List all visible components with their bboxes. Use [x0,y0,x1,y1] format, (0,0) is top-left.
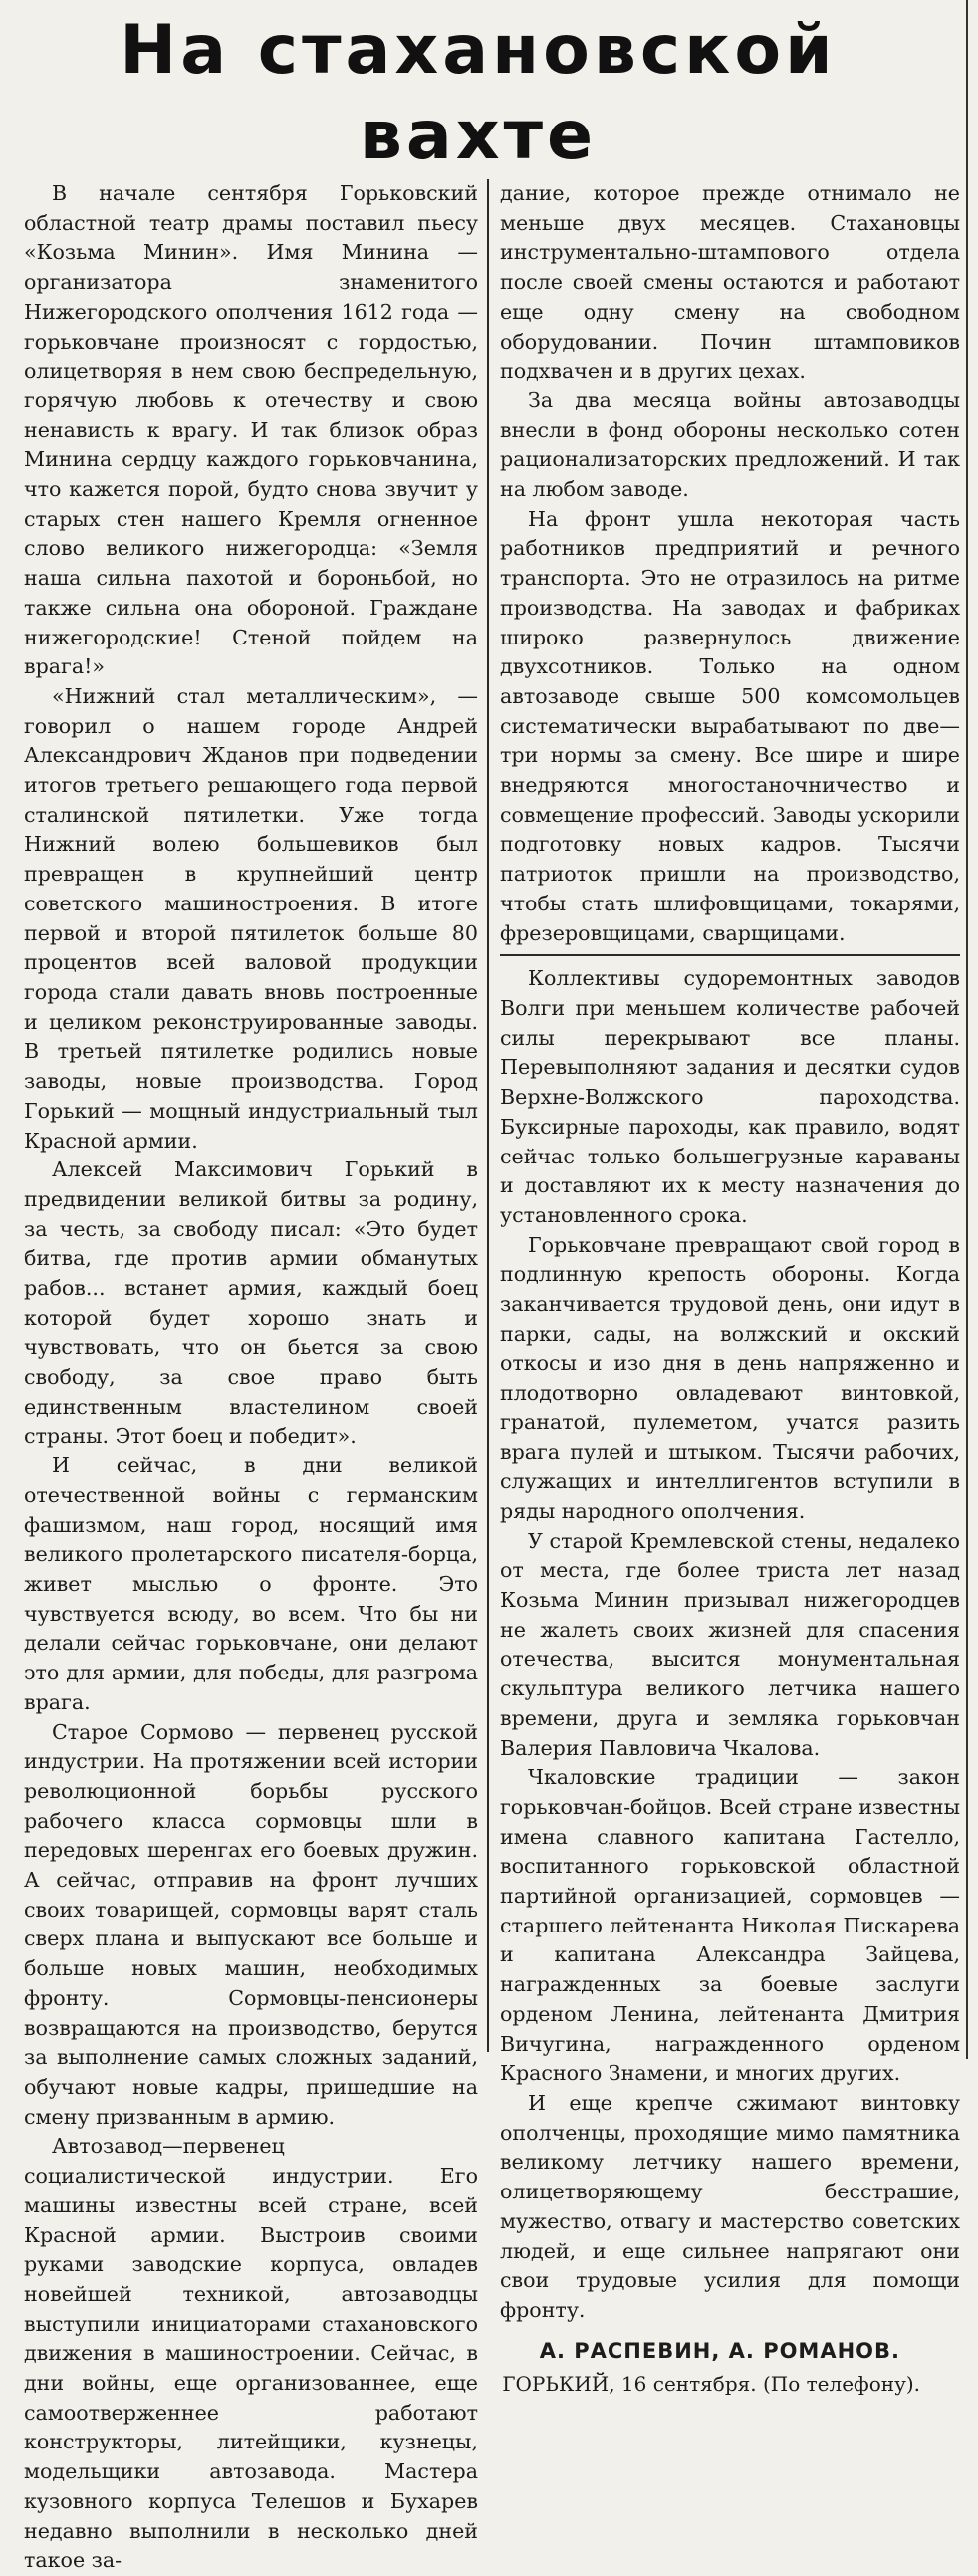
paragraph: «Нижний стал металлическим», — говорил о нашем городе Андрей Александрович Жданов при подведении итогов третьего решающего года первой сталинской пятилетки. Уже тогда Нижний волею большевиков был превращен в крупнейший центр советского машиностроения. В итоге первой и второй пятилеток больше 80 процентов всей валовой продукции города стали давать вновь построенные и целиком реконструированные заводы. В третьей пятилетке родились новые заводы, новые производства. Город Горький — мощный индустриальный тыл Красной армии. [24,683,478,1153]
paragraph: Алексей Максимович Горький в предвидении великой битвы за родину, за честь, за свободу писал: «Это будет битва, где против армии обманутых рабов... встанет армия, каждый боец которой будет хорошо знать и чувствовать, что он бьется за свою свободу, за свое право быть единственным властелином своей страны. Этот боец и победит». [24,1158,478,1448]
dateline: ГОРЬКИЙ, 16 сентября. (По телефону). [502,2371,920,2396]
paragraph: В начале сентября Горьковский областной театр драмы поставил пьесу «Козьма Минин». Имя Минина — организатора знаменитого Нижегородского ополчения 1612 года — горьковчане произносят с гордостью, олицетворяя в нем свою беспредельную, горячую любовь к отечеству и свою ненависть к врагу. И так близок образ Минина сердцу каждого горьковчанина, что кажется порой, будто снова звучит у старых стен нашего Кремля огненное слово великого нижегородца: «Земля наша сильна пахотой и бороньбой, но также сильна она обороной. Граждане нижегородские! Стеной пойдем на врага!» [24,181,478,679]
article-column-right [500,179,960,2396]
paragraph: Чкаловские традиции — закон горьковчан-бойцов. Всей стране известны имена славного капитана Гастелло, воспитанного горьковской областной партийной организацией, сормовцев — старшего лейтенанта Николая Пискарева и капитана Александра Зайцева, награжденных за боевые заслуги орденом Ленина, лейтенанта Дмитрия Вичугина, награжденного орденом Красного Знамени, и многих других. [500,1765,960,2086]
paragraph: Коллективы судоремонтных заводов Волги при меньшем количестве рабочей силы перекрывают все планы. Перевыполняют задания и десятки судов Верхне-Волжского пароходства. Буксирные пароходы, как правило, водят сейчас только большегрузные караваны и доставляют их к месту назначения до установленного срока. [500,966,960,1227]
paragraph: дание, которое прежде отнимало не меньше двух месяцев. Стахановцы инструментально-штампового отдела после своей смены остаются и работают еще одну смену на свободном оборудовании. Почин штамповиков подхвачен и в других цехах. [500,181,960,384]
paragraph: За два месяца войны автозаводцы внесли в фонд обороны несколько сотен рационализаторских предложений. И так на любом заводе. [500,387,960,502]
paragraph: У старой Кремлевской стены, недалеко от места, где более триста лет назад Козьма Минин призывал нижегородцев не жалеть своих жизней для спасения отечества, высится монументальная скульптура великого летчика нашего времени, друга и земляка горьковчан Валерия Павловича Чкалова. [500,1528,960,1760]
paragraph: На фронт ушла некоторая часть работников предприятий и речного транспорта. Это не отразилось на ритме производства. На заводах и фабриках широко развернулось движение двухсотников. Только на одном автозаводе свыше 500 комсомольцев систематически вырабатывают по две—три нормы за смену. Все шире и шире внедряются многостаночничество и совмещение профессий. Заводы ускорили подготовку новых кадров. Тысячи патриоток пришли на производство, чтобы стать шлифовщицами, токарями, фрезеровщицами, сварщицами. [500,506,960,945]
column-divider [487,179,489,2052]
headline: На стахановской вахте [120,11,837,175]
paragraph: Горьковчане превращают свой город в подлинную крепость обороны. Когда заканчивается трудовой день, они идут в парки, сады, на волжский и окский откосы и изо дня в день напряженно и плодотворно овладевают винтовкой, гранатой, пулеметом, учатся разить врага пулей и штыком. Тысячи рабочих, служащих и интеллигентов вступили в ряды народного ополчения. [500,1232,960,1523]
article-column-left [24,179,478,2573]
paragraph: Автозавод—первенец социалистической индустрии. Его машины известны всей стране, всей Красной армии. Выстроив своими руками заводские корпуса, овладев новейшей техникой, автозаводцы выступили инициаторами стахановского движения в машиностроении. Сейчас, в дни войны, еще организованнее, еще самоотверженнее работают конструкторы, литейщики, кузнецы, модельщики автозавода. Мастера кузовного корпуса Телешов и Бухарев недавно выполнили в несколько дней такое за- [24,2134,478,2573]
section-divider [500,954,960,956]
paragraph: Старое Сормово — первенец русской индустрии. На протяжении всей истории революционной борьбы русского рабочего класса сормовцы шли в передовых шеренгах его боевых дружин. А сейчас, отправив на фронт лучших своих товарищей, сормовцы варят сталь сверх плана и выпускают все больше и больше новых машин, необходимых фронту. Сормовцы-пенсионеры возвращаются на производство, берутся за выполнение самых сложных заданий, обучают новые кадры, пришедшие на смену призванным в армию. [24,1719,478,2129]
author-signature: А. РАСПЕВИН, А. РОМАНОВ. [539,2338,900,2363]
paragraph: И сейчас, в дни великой отечественной войны с германским фашизмом, наш город, носящий имя великого пролетарского писателя-борца, живет мыслью о фронте. Это чувствуется всюду, во всем. Что бы ни делали сейчас горьковчане, они делают это для армии, для победы, для разгрома врага. [24,1453,478,1714]
page-edge-rule [966,0,968,2059]
paragraph: И еще крепче сжимают винтовку ополченцы, проходящие мимо памятника великому летчику нашего времени, олицетворяющему бесстрашие, мужество, отвагу и мастерство советских людей, и еще сильнее напрягают они свои трудовые усилия для помощи фронту. [500,2091,960,2322]
